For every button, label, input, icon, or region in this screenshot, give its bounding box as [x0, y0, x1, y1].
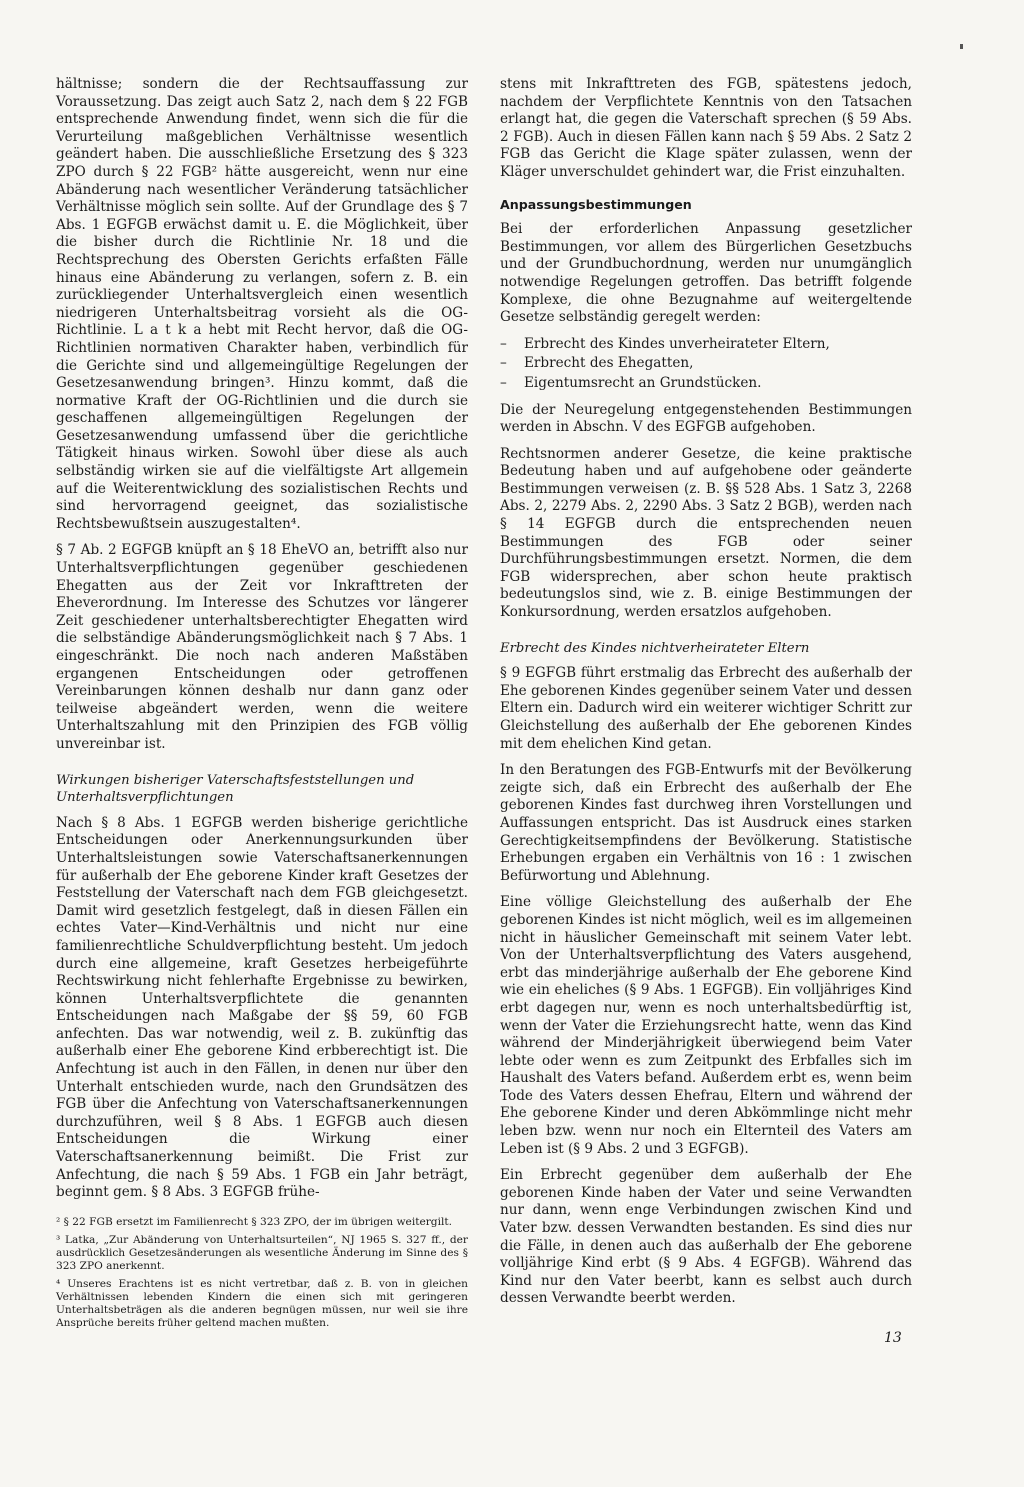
footnote-2: ² § 22 FGB ersetzt im Familienrecht § 323 ZPO, der im übrigen weitergilt.	[56, 1215, 452, 1228]
footnote-3: ³ Latka, „Zur Abänderung von Unterhaltsurteilen“, NJ 1965 S. 327 ff., der ausdrücklich Gesetzesänderungen als wesentliche Änderung im Sinne des § 323 ZPO anerkennt.	[56, 1233, 468, 1272]
paragraph: hältnisse; sondern die der Rechtsauffassung zur Voraussetzung. Das zeigt auch Satz 2, nach dem § 22 FGB entsprechende Anwendung findet, wenn sich die für die Verurteilung maßgeblichen Verhältnisse wesentlich geändert haben. Die ausschließliche Ersetzung des § 323 ZPO durch § 22 FGB² hätte ausgereicht, wenn nur eine Abänderung nach wesentlicher Veränderung tatsächlicher Verhältnisse möglich sein sollte. Auf der Grundlage des § 7 Abs. 1 EGFGB erwächst damit u. E. die Möglichkeit, über die bisher durch die Richtlinie Nr. 18 und die Rechtsprechung des Obersten Gerichts erfaßten Fälle hinaus eine Abänderung zu verlangen, sofern z. B. ein zurückliegender Unterhaltsvergleich einen wesentlich niedrigeren Unterhaltsbeitrag vorsieht als die OG-Richtlinie. L a t k a hebt mit Recht hervor, daß die OG-Richtlinien normativen Charakter haben, verbindlich für die Gerichte sind und allgemeingültige Regelungen der Gesetzesanwendung bringen³. Hinzu kommt, daß die normative Kraft der OG-Richtlinien und die durch sie geschaffenen allgemeingültigen Regelungen der Gesetzesanwendung umfassend über die gerichtliche Tätigkeit hinaus wirken. Sowohl über diese als auch selbständig wirken sie auf die vielfältigste Art allgemein auf die Weiterentwicklung des sozialistischen Rechts und sind hervorragend geeignet, das sozialistische Rechtsbewußtsein auszugestalten⁴.	[56, 76, 468, 532]
left-column	[56, 76, 468, 1335]
paragraph: Nach § 8 Abs. 1 EGFGB werden bisherige gerichtliche Entscheidungen oder Anerkennungsurkunden über Unterhaltsleistungen sowie Vaterschaftsanerkennungen für außerhalb der Ehe geborene Kinder kraft Gesetzes der Feststellung der Vaterschaft nach dem FGB gleichgesetzt. Damit wird gesetzlich festgelegt, daß in diesen Fällen ein echtes Vater—Kind-Verhältnis und nicht nur eine familienrechtliche Schuldverpflichtung besteht. Um jedoch durch eine allgemeine, kraft Gesetzes herbeigeführte Rechtswirkung nicht fehlerhafte Ergebnisse zu bewirken, können Unterhaltsverpflichtete die genannten Entscheidungen nach Maßgabe der §§ 59, 60 FGB anfechten. Das war notwendig, weil z. B. zukünftig das außerhalb einer Ehe geborene Kind erbberechtigt ist. Die Anfechtung ist auch in den Fällen, in denen nur über den Unterhalt entschieden wurde, nach den Grundsätzen des FGB über die Anfechtung von Vaterschaftsanerkennungen durchzuführen, weil § 8 Abs. 1 EGFGB auch diesen Entscheidungen die Wirkung einer Vaterschaftsanerkennung beimißt. Die Frist zur Anfechtung, die nach § 59 Abs. 1 FGB ein Jahr beträgt, beginnt gem. § 8 Abs. 3 EGFGB frühe-	[56, 814, 468, 1201]
paragraph: stens mit Inkrafttreten des FGB, spätestens jedoch, nachdem der Verpflichtete Kenntnis von den Tatsachen erlangt hat, die gegen die Vaterschaft sprechen (§ 59 Abs. 2 FGB). Auch in diesen Fällen kann nach § 59 Abs. 2 Satz 2 FGB das Gericht die Klage später zulassen, wenn der Kläger unverschuldet gehindert war, die Frist einzuhalten.	[500, 76, 912, 180]
scan-mark	[960, 44, 963, 49]
paragraph: Bei der erforderlichen Anpassung gesetzlicher Bestimmungen, vor allem des Bürgerlichen Gesetzbuchs und der Grundbuchordnung, werden nur unumgänglich notwendige Regelungen getroffen. Das betrifft folgende Komplexe, die ohne Bezugnahme auf weitergeltende Gesetze selbständig geregelt werden:	[500, 221, 912, 326]
paragraph: § 7 Ab. 2 EGFGB knüpft an § 18 EheVO an, betrifft also nur Unterhaltsverpflichtungen gegenüber geschiedenen Ehegatten aus der Zeit vor Inkrafttreten der Eheverordnung. Im Interesse des Schutzes vor längerer Zeit geschiedener unterhaltsberechtigter Ehegatten wird die selbständige Abänderungsmöglichkeit nach § 7 Abs. 1 eingeschränkt. Die noch nach anderen Maßstäben ergangenen Entscheidungen oder getroffenen Vereinbarungen können deshalb nur dann ganz oder teilweise abgeändert werden, wenn die weitere Unterhaltszahlung mit den Prinzipien des FGB völlig unvereinbar ist.	[56, 542, 468, 752]
section-heading-anpassung: Anpassungsbestimmungen	[500, 196, 692, 212]
section-heading-vaterschaft: Wirkungen bisheriger Vaterschaftsfeststellungen und Unterhaltsverpflichtungen	[56, 772, 415, 806]
paragraph: Eine völlige Gleichstellung des außerhalb der Ehe geborenen Kindes ist nicht möglich, weil es im allgemeinen nicht in häuslicher Gemeinschaft mit seinem Vater lebt. Von der Unterhaltsverpflichtung des Vaters ausgehend, erbt das minderjährige außerhalb der Ehe geborene Kind wie ein eheliches (§ 9 Abs. 1 EGFGB). Ein volljähriges Kind erbt dagegen nur, wenn es noch unterhaltsbedürftig ist, wenn der Vater die Erziehungsrecht hatte, wenn das Kind während der Minderjährigkeit überwiegend beim Vater lebte oder wenn es zum Zeitpunkt des Erbfalles sich im Haushalt des Vaters befand. Außerdem erbt es, wenn beim Tode des Vaters dessen Ehefrau, Eltern und während der Ehe geborene Kinder und deren Abkömmlinge nicht mehr leben bzw. wenn nur noch ein Elternteil des Vaters am Leben ist (§ 9 Abs. 2 und 3 EGFGB).	[500, 894, 912, 1157]
list-item: – Eigentumsrecht an Grundstücken.	[500, 375, 912, 393]
section-heading-erbrecht-kind: Erbrecht des Kindes nichtverheirateter Eltern	[500, 640, 810, 656]
paragraph: § 9 EGFGB führt erstmalig das Erbrecht des außerhalb der Ehe geborenen Kindes gegenüber seinem Vater und dessen Eltern ein. Dadurch wird ein weiterer wichtiger Schritt zur Gleichstellung des außerhalb der Ehe geborenen Kindes mit dem ehelichen Kind getan.	[500, 665, 912, 752]
paragraph: In den Beratungen des FGB-Entwurfs mit der Bevölkerung zeigte sich, daß ein Erbrecht des außerhalb der Ehe geborenen Kindes fast durchweg ihren Vorstellungen und Auffassungen entspricht. Das ist Ausdruck eines starken Gerechtigkeitsempfindens der Bevölkerung. Statistische Erhebungen ergaben ein Verhältnis von 16 : 1 zwischen Befürwortung und Ablehnung.	[500, 762, 912, 884]
right-column	[500, 76, 912, 1317]
paragraph: Die der Neuregelung entgegenstehenden Bestimmungen werden in Abschn. V des EGFGB aufgehoben.	[500, 401, 912, 436]
page-number: 13	[884, 1330, 902, 1346]
list	[500, 336, 912, 393]
paragraph: Ein Erbrecht gegenüber dem außerhalb der Ehe geborenen Kinde haben der Vater und seine Verwandten nur dann, wenn enge Verbindungen zwischen Kind und Vater bzw. dessen Verwandten bestanden. Es sind dies nur die Fälle, in denen auch das außerhalb der Ehe geborene volljährige Kind erbt (§ 9 Abs. 4 EGFGB). Während das Kind nur den Vater beerbt, kann es selbst auch durch dessen Verwandte beerbt werden.	[500, 1167, 912, 1307]
paragraph: Rechtsnormen anderer Gesetze, die keine praktische Bedeutung haben und auf aufgehobene oder geänderte Bestimmungen verweisen (z. B. §§ 528 Abs. 1 Satz 3, 2268 Abs. 2, 2279 Abs. 2, 2290 Abs. 3 Satz 2 BGB), werden nach § 14 EGFGB durch die entsprechenden neuen Bestimmungen des FGB oder seiner Durchführungsbestimmungen ersetzt. Normen, die dem FGB widersprechen, aber schon heute praktisch bedeutungslos sind, wie z. B. einige Bestimmungen der Konkursordnung, werden ersatzlos aufgehoben.	[500, 445, 912, 621]
list-item: – Erbrecht des Kindes unverheirateter Eltern,	[500, 336, 912, 354]
footnote-4: ⁴ Unseres Erachtens ist es nicht vertretbar, daß z. B. von in gleichen Verhältnissen lebenden Kindern die einen sich mit geringeren Unterhaltsbeträgen als die anderen begnügen müssen, nur weil sie ihre Ansprüche bereits früher geltend machen mußten.	[56, 1277, 468, 1329]
footnotes	[56, 1216, 468, 1330]
list-item: – Erbrecht des Ehegatten,	[500, 355, 912, 373]
